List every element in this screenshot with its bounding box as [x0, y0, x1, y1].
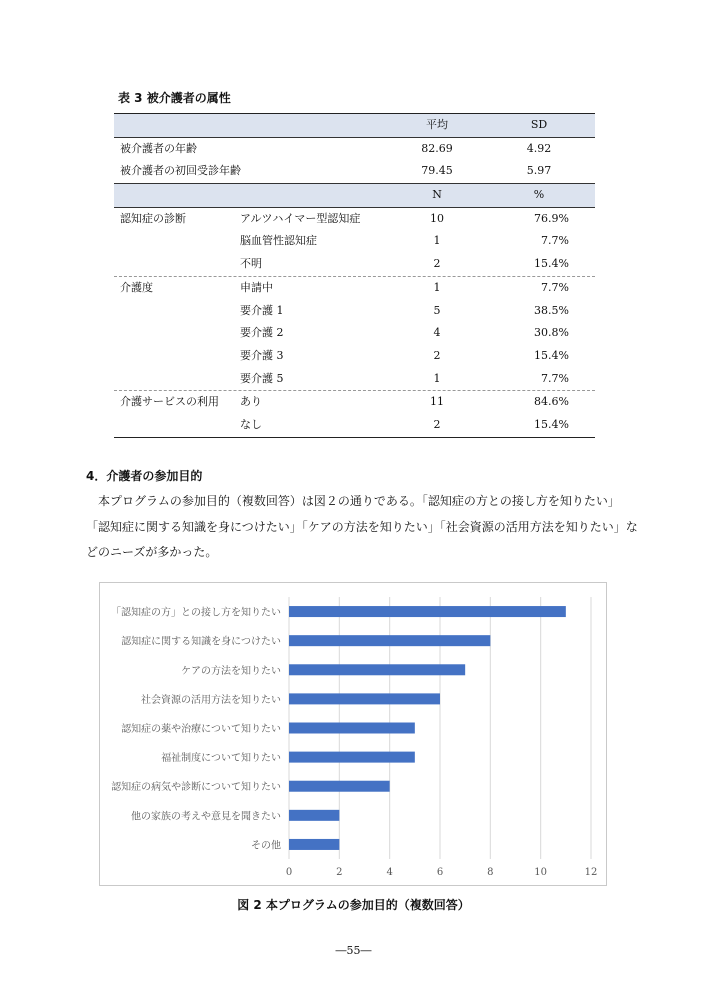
paragraph-line: 本プログラムの参加目的（複数回答）は図２の通りである。「認知症の方との接し方を知りたい」	[86, 494, 620, 508]
row-sub: アルツハイマー型認知症	[240, 211, 361, 225]
table-header-mean-sd	[114, 114, 595, 138]
x-tick-label: 0	[285, 867, 293, 878]
table-header-n-pct	[114, 183, 595, 208]
x-tick-label: 2	[336, 867, 343, 878]
bar	[289, 839, 339, 850]
header-sd: SD	[530, 118, 548, 131]
row-n: 1	[433, 234, 441, 248]
row-n: 1	[433, 280, 441, 294]
table-row	[114, 391, 595, 414]
table-row	[114, 300, 595, 323]
x-tick-label: 8	[487, 867, 494, 878]
table-row	[114, 160, 595, 183]
row-n: 4	[433, 326, 441, 340]
header-mean: 平均	[426, 118, 448, 131]
category-label: 認知症に関する知識を身につけたい	[121, 636, 281, 648]
x-tick-label: 12	[584, 867, 598, 878]
row-pct: 15.4%	[534, 417, 569, 431]
row-sub: 要介護 2	[240, 326, 284, 340]
row-n: 5	[433, 303, 441, 317]
category-label: 「認知症の方」との接し方を知りたい	[111, 607, 281, 619]
row-pct: 7.7%	[541, 280, 569, 294]
group-label-service: 介護サービスの利用	[120, 395, 219, 409]
row-pct: 15.4%	[534, 257, 569, 271]
row-sub: あり	[240, 395, 262, 409]
header-n: N	[432, 188, 442, 202]
row-sub: 不明	[240, 257, 262, 271]
table-row	[114, 230, 595, 253]
x-tick-label: 6	[436, 867, 444, 878]
bar	[289, 606, 566, 617]
bar	[289, 781, 390, 792]
row-pct: 7.7%	[541, 371, 569, 385]
group-label-care-level: 介護度	[120, 280, 153, 294]
row-pct: 76.9%	[534, 211, 569, 225]
category-label: 認知症の薬や治療について知りたい	[121, 724, 281, 735]
row-label: 被介護者の年齢	[120, 141, 197, 155]
bar	[289, 664, 465, 675]
paragraph-line: どのニーズが多かった。	[86, 545, 218, 559]
category-label: 認知症の病気や診断について知りたい	[111, 782, 281, 794]
row-pct: 38.5%	[534, 303, 569, 317]
bar	[289, 635, 490, 646]
row-n: 2	[433, 348, 441, 362]
table-row	[114, 322, 595, 345]
row-n: 10	[430, 211, 444, 225]
row-n: 2	[433, 257, 441, 271]
row-sd: 4.92	[526, 141, 552, 155]
row-label: 被介護者の初回受診年齢	[120, 164, 241, 178]
category-label: 福祉制度について知りたい	[161, 753, 281, 765]
table-row	[114, 138, 595, 161]
row-pct: 30.8%	[534, 326, 569, 340]
row-mean: 79.45	[421, 164, 453, 178]
row-sub: 要介護 1	[240, 303, 284, 317]
header-pct: %	[533, 188, 545, 202]
x-tick-label: 10	[534, 867, 548, 878]
bar	[289, 752, 415, 763]
figure-caption: 図 2 本プログラムの参加目的（複数回答）	[237, 898, 470, 912]
x-tick-label: 4	[386, 867, 393, 878]
table-row	[114, 368, 595, 392]
row-pct: 7.7%	[541, 234, 569, 248]
attributes-table	[114, 113, 595, 438]
category-label: 社会資源の活用方法を知りたい	[141, 694, 281, 706]
row-sub: 要介護 5	[240, 371, 284, 385]
table-row	[114, 345, 595, 368]
row-sub: 脳血管性認知症	[240, 234, 317, 248]
row-n: 11	[430, 395, 444, 409]
row-pct: 15.4%	[534, 348, 569, 362]
group-label-diagnosis: 認知症の診断	[120, 211, 186, 225]
paragraph-line: 「認知症に関する知識を身につけたい」「ケアの方法を知りたい」「社会資源の活用方法を知りたい」な	[86, 519, 638, 534]
table-row	[114, 277, 595, 300]
category-label: 他の家族の考えや意見を聞きたい	[131, 811, 281, 823]
row-sd: 5.97	[526, 164, 552, 178]
table-row	[114, 414, 595, 437]
table-row	[114, 208, 595, 231]
table-caption: 表 3 被介護者の属性	[118, 91, 231, 105]
row-pct: 84.6%	[534, 395, 569, 409]
table-row	[114, 253, 595, 277]
row-sub: 要介護 3	[240, 348, 284, 362]
section-heading: 4．介護者の参加目的	[86, 469, 203, 483]
bar	[289, 693, 440, 704]
row-mean: 82.69	[421, 141, 453, 155]
bar	[289, 810, 339, 821]
chart-frame	[99, 582, 607, 886]
page-number: ―55―	[335, 944, 372, 957]
category-label: その他	[251, 840, 281, 852]
bar	[289, 723, 415, 734]
category-label: ケアの方法を知りたい	[181, 665, 281, 677]
row-sub: なし	[240, 417, 262, 431]
section-paragraph	[86, 489, 646, 566]
row-n: 1	[433, 371, 441, 385]
row-sub: 申請中	[240, 280, 273, 294]
purpose-bar-chart	[100, 583, 608, 887]
row-n: 2	[433, 417, 441, 431]
